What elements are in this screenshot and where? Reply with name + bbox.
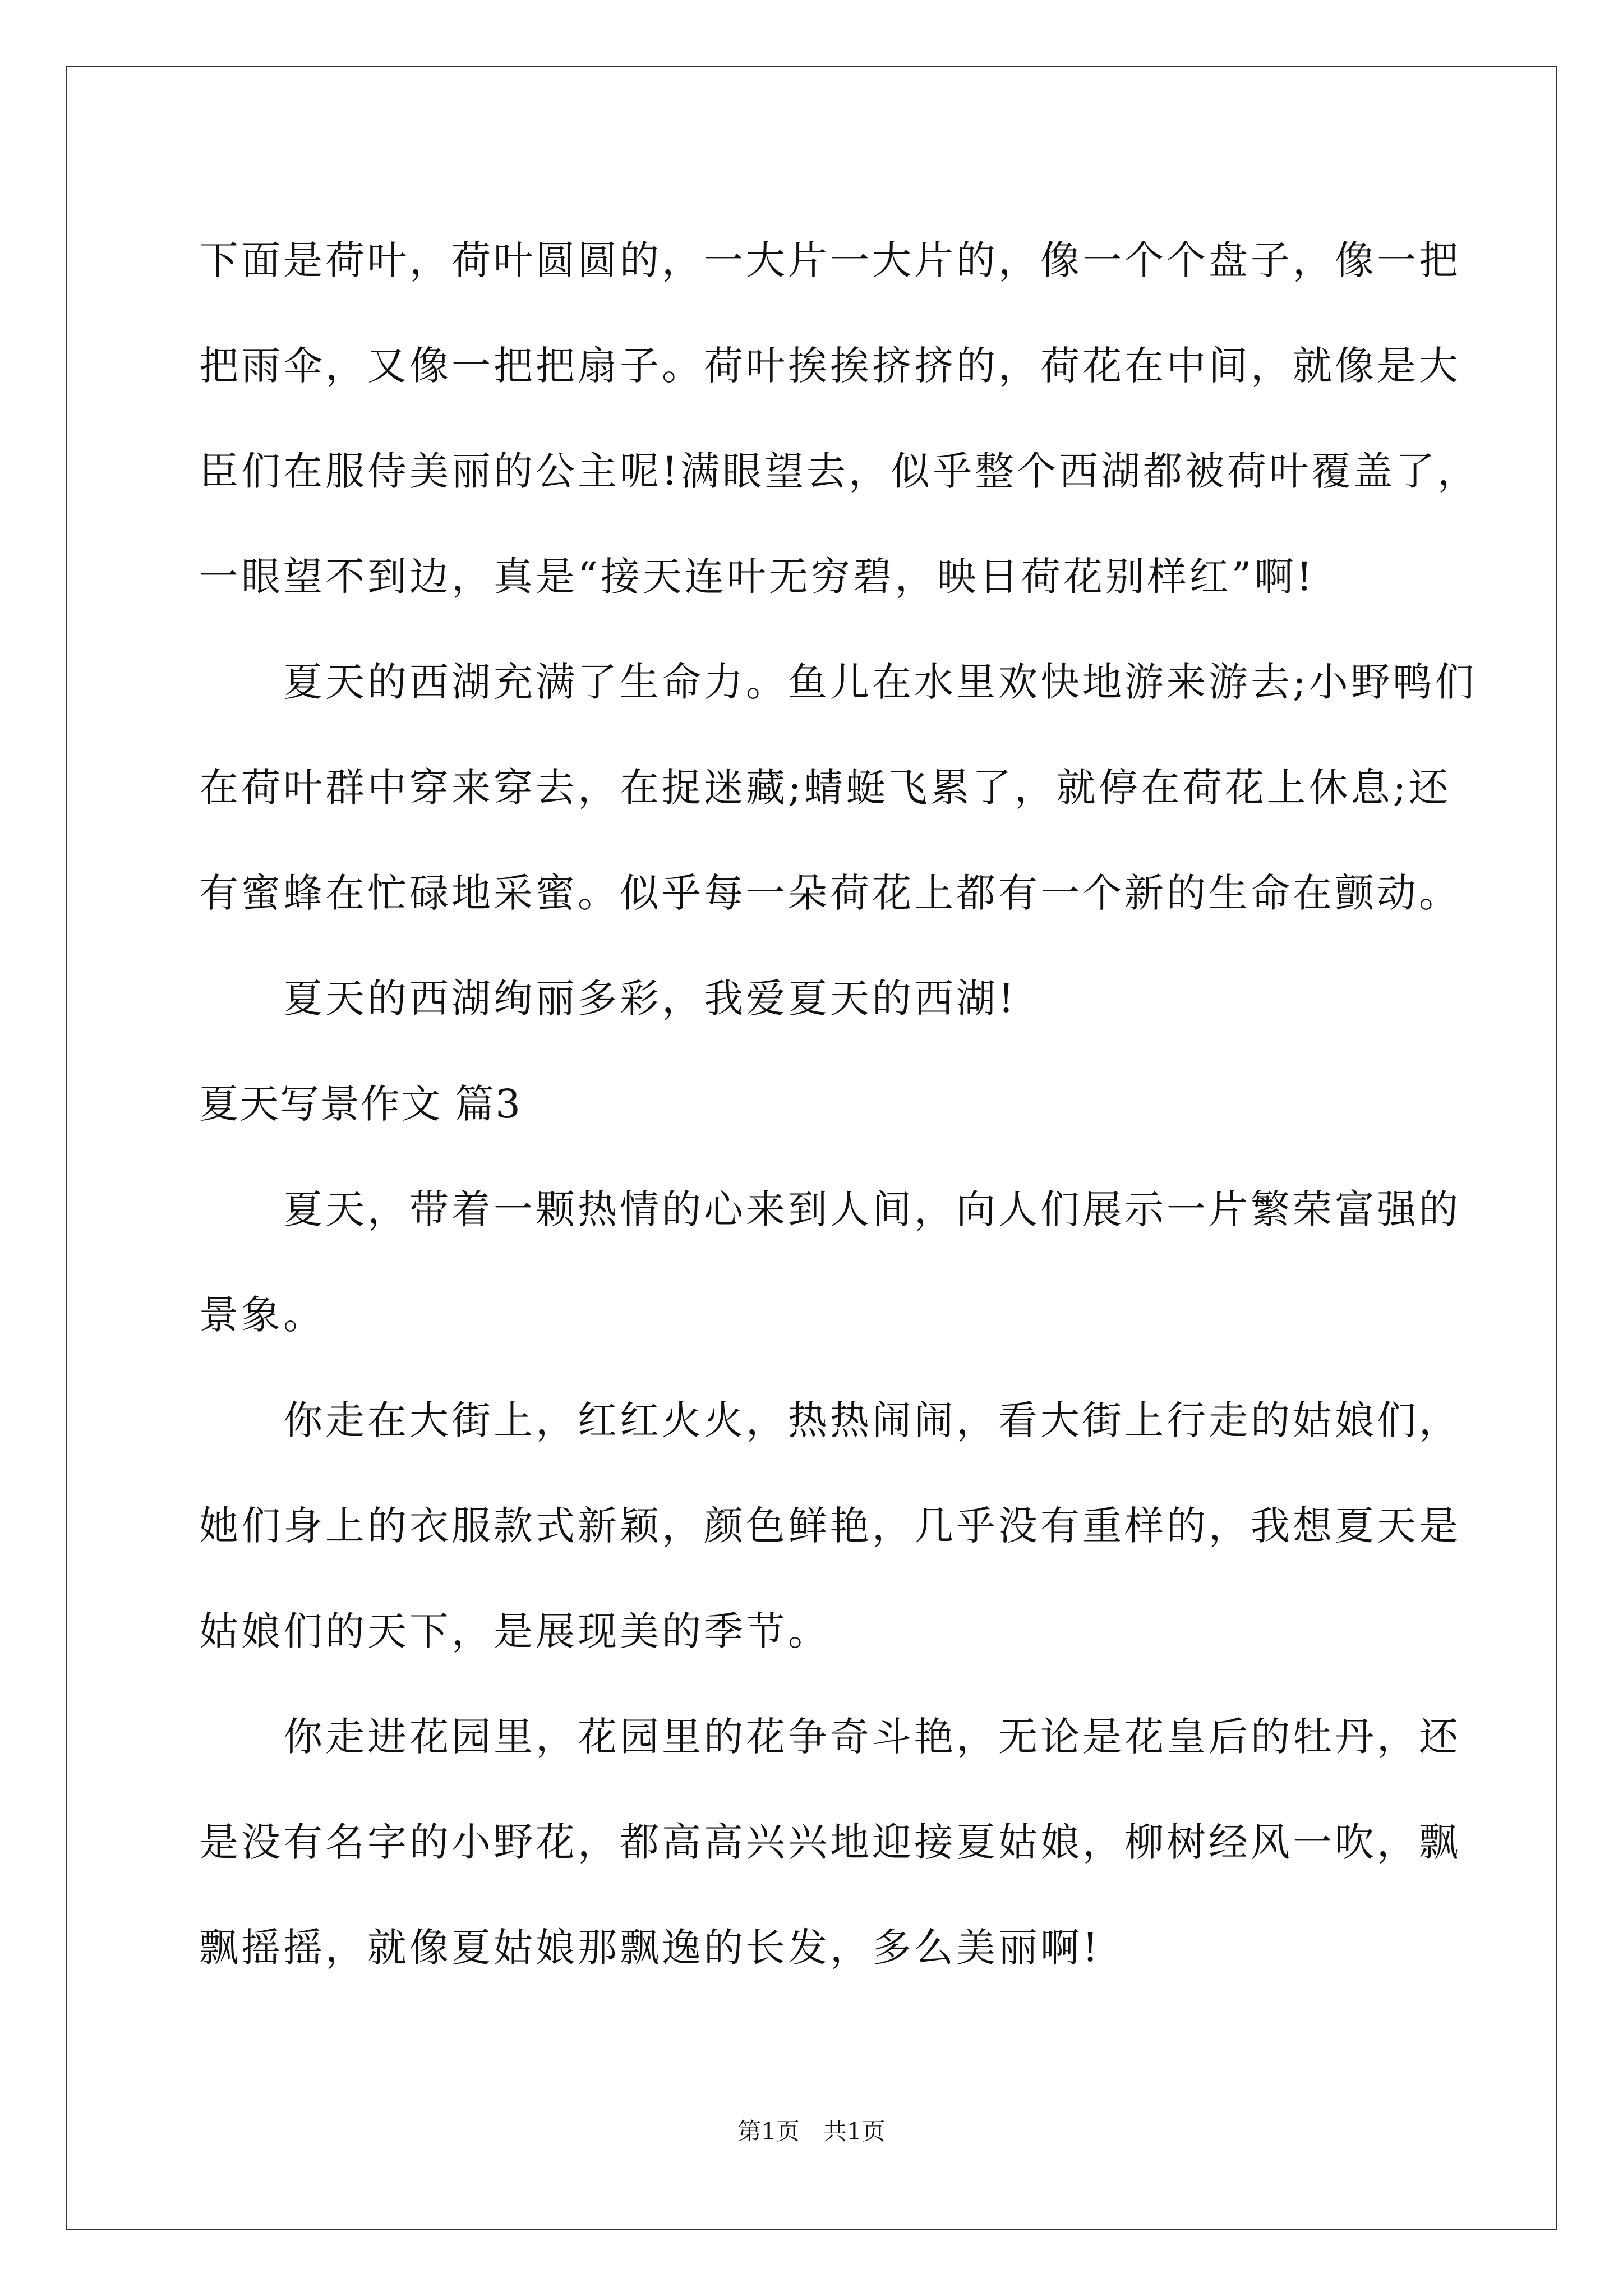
document-body: [199, 208, 1480, 2000]
paragraph-start-line: 夏天，带着一颗热情的心来到人间，向人们展示一片繁荣富强的: [283, 1186, 1461, 1232]
section-heading: 夏天写景作文 篇3: [199, 1081, 522, 1127]
text-line: 下面是荷叶，荷叶圆圆的，一大片一大片的，像一个个盘子，像一把: [199, 237, 1461, 283]
text-line: 把雨伞，又像一把把扇子。荷叶挨挨挤挤的，荷花在中间，就像是大: [199, 343, 1461, 389]
text-line: 一眼望不到边，真是“接天连叶无穷碧，映日荷花别样红”啊!: [199, 554, 1315, 600]
text-line: 景象。: [199, 1292, 325, 1338]
text-line: 是没有名字的小野花，都高高兴兴地迎接夏姑娘，柳树经风一吹，飘: [199, 1819, 1461, 1865]
paragraph-start-line: 你走在大街上，红红火火，热热闹闹，看大街上行走的姑娘们，: [283, 1397, 1461, 1443]
text-line: 姑娘们的天下，是展现美的季节。: [199, 1608, 830, 1654]
text-line: 有蜜蜂在忙碌地采蜜。似乎每一朵荷花上都有一个新的生命在颤动。: [199, 870, 1461, 916]
text-line: 她们身上的衣服款式新颖，颜色鲜艳，几乎没有重样的，我想夏天是: [199, 1503, 1461, 1549]
page-number-footer: 第1页 共1页: [737, 2118, 886, 2145]
paragraph-start-line: 夏天的西湖绚丽多彩，我爱夏天的西湖!: [283, 976, 1017, 1022]
text-line: 臣们在服侍美丽的公主呢!满眼望去，似乎整个西湖都被荷叶覆盖了，: [199, 448, 1480, 494]
text-line: 飘摇摇，就像夏姑娘那飘逸的长发，多么美丽啊!: [199, 1925, 1101, 1971]
text-line: 在荷叶群中穿来穿去，在捉迷藏;蜻蜓飞累了，就停在荷花上休息;还: [199, 765, 1451, 811]
paragraph-start-line: 夏天的西湖充满了生命力。鱼儿在水里欢快地游来游去;小野鸭们: [283, 659, 1477, 705]
paragraph-start-line: 你走进花园里，花园里的花争奇斗艳，无论是花皇后的牡丹，还: [283, 1714, 1461, 1760]
